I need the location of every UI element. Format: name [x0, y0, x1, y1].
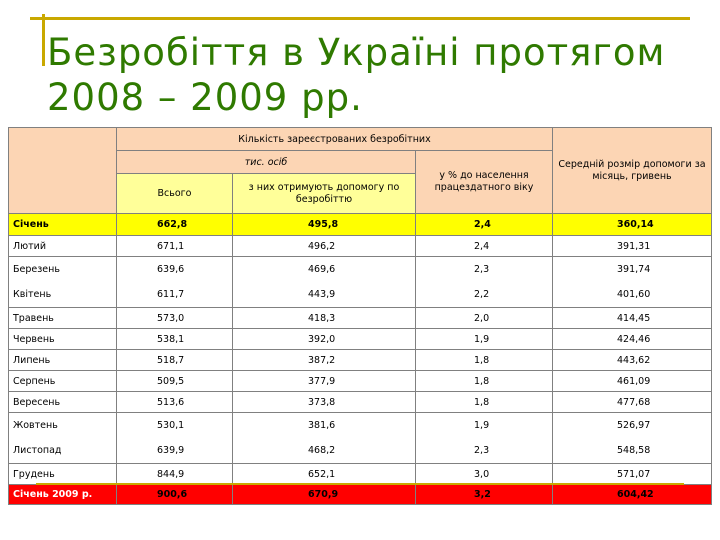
cell-average: 391,31 — [553, 236, 712, 257]
cell-average: 461,09 — [553, 371, 712, 392]
table-row-merged — [9, 257, 712, 308]
cell-percent: 1,9 — [474, 420, 490, 431]
decor-line-top — [30, 17, 690, 20]
table-row — [9, 308, 712, 329]
cell-total: 671,1 — [117, 236, 233, 257]
header-total: Всього — [117, 174, 233, 214]
cell-receiving: 495,8 — [233, 214, 416, 236]
cell-month: Вересень — [9, 392, 117, 413]
cell-average: 401,60 — [617, 289, 651, 300]
cell-total: 844,9 — [117, 464, 233, 485]
cell-percent: 1,8 — [416, 350, 553, 371]
table-row — [9, 392, 712, 413]
cell-percent: 3,2 — [416, 485, 553, 505]
cell-average: 424,46 — [553, 329, 712, 350]
table-row-january — [9, 214, 712, 236]
cell-average: 477,68 — [553, 392, 712, 413]
cell-total: 900,6 — [117, 485, 233, 505]
cell-percent: 1,8 — [416, 371, 553, 392]
cell-percent: 2,0 — [416, 308, 553, 329]
cell-total: 639,6 — [157, 264, 185, 275]
cell-month: Червень — [9, 329, 117, 350]
cell-percent: 2,3 — [474, 264, 490, 275]
cell-average: 414,45 — [553, 308, 712, 329]
header-empty-cell — [9, 128, 117, 214]
cell-percent: 2,3 — [474, 445, 490, 456]
cell-total: 662,8 — [117, 214, 233, 236]
header-receiving: з них отримують допомогу по безробіттю — [233, 174, 416, 214]
cell-total: 573,0 — [117, 308, 233, 329]
cell-percent: 3,0 — [416, 464, 553, 485]
header-average-benefit: Середній розмір допомоги за місяць, гривень — [553, 128, 712, 214]
decor-line-vertical — [42, 14, 45, 66]
cell-month: Січень — [9, 214, 117, 236]
cell-average: 571,07 — [553, 464, 712, 485]
cell-month: Липень — [9, 350, 117, 371]
header-percent: у % до населення працездатного віку — [416, 151, 553, 214]
cell-average: 604,42 — [553, 485, 712, 505]
cell-month: Листопад — [13, 445, 62, 456]
cell-average: 391,74 — [617, 264, 651, 275]
cell-receiving: 468,2 — [308, 445, 336, 456]
cell-receiving: 670,9 — [233, 485, 416, 505]
table-row-january-2009 — [9, 485, 712, 505]
cell-average: 443,62 — [553, 350, 712, 371]
table-row — [9, 329, 712, 350]
cell-receiving: 652,1 — [233, 464, 416, 485]
cell-percent: 2,4 — [416, 214, 553, 236]
cell-receiving: 496,2 — [233, 236, 416, 257]
cell-month: Березень — [13, 264, 60, 275]
cell-total: 518,7 — [117, 350, 233, 371]
table-row — [9, 350, 712, 371]
cell-receiving: 377,9 — [233, 371, 416, 392]
header-thousands: тис. осіб — [117, 151, 416, 174]
decor-line-bottom — [36, 483, 684, 485]
cell-month: Серпень — [9, 371, 117, 392]
cell-total: 639,9 — [157, 445, 185, 456]
cell-month: Травень — [9, 308, 117, 329]
cell-receiving: 381,6 — [308, 420, 336, 431]
cell-average: 360,14 — [553, 214, 712, 236]
cell-receiving: 469,6 — [308, 264, 336, 275]
cell-total: 530,1 — [157, 420, 185, 431]
cell-total: 611,7 — [157, 289, 185, 300]
cell-percent: 2,2 — [474, 289, 490, 300]
table-row-merged — [9, 413, 712, 464]
table-row — [9, 371, 712, 392]
cell-average: 548,58 — [617, 445, 651, 456]
cell-receiving: 418,3 — [233, 308, 416, 329]
cell-month: Лютий — [9, 236, 117, 257]
cell-month: Січень 2009 р. — [9, 485, 117, 505]
cell-average: 526,97 — [617, 420, 651, 431]
cell-percent: 1,8 — [416, 392, 553, 413]
cell-month: Грудень — [9, 464, 117, 485]
header-registered: Кількість зареєстрованих безробітних — [117, 128, 553, 151]
cell-percent: 1,9 — [416, 329, 553, 350]
slide-title: Безробіття в Україні протягом 2008 – 2009 рр. — [47, 31, 666, 119]
cell-receiving: 443,9 — [308, 289, 336, 300]
cell-percent: 2,4 — [416, 236, 553, 257]
cell-total: 538,1 — [117, 329, 233, 350]
cell-month: Квітень — [13, 289, 52, 300]
cell-total: 513,6 — [117, 392, 233, 413]
table-row — [9, 236, 712, 257]
cell-total: 509,5 — [117, 371, 233, 392]
cell-receiving: 387,2 — [233, 350, 416, 371]
cell-month: Жовтень — [13, 420, 58, 431]
cell-receiving: 373,8 — [233, 392, 416, 413]
cell-receiving: 392,0 — [233, 329, 416, 350]
table-row — [9, 464, 712, 485]
unemployment-table — [8, 127, 712, 505]
